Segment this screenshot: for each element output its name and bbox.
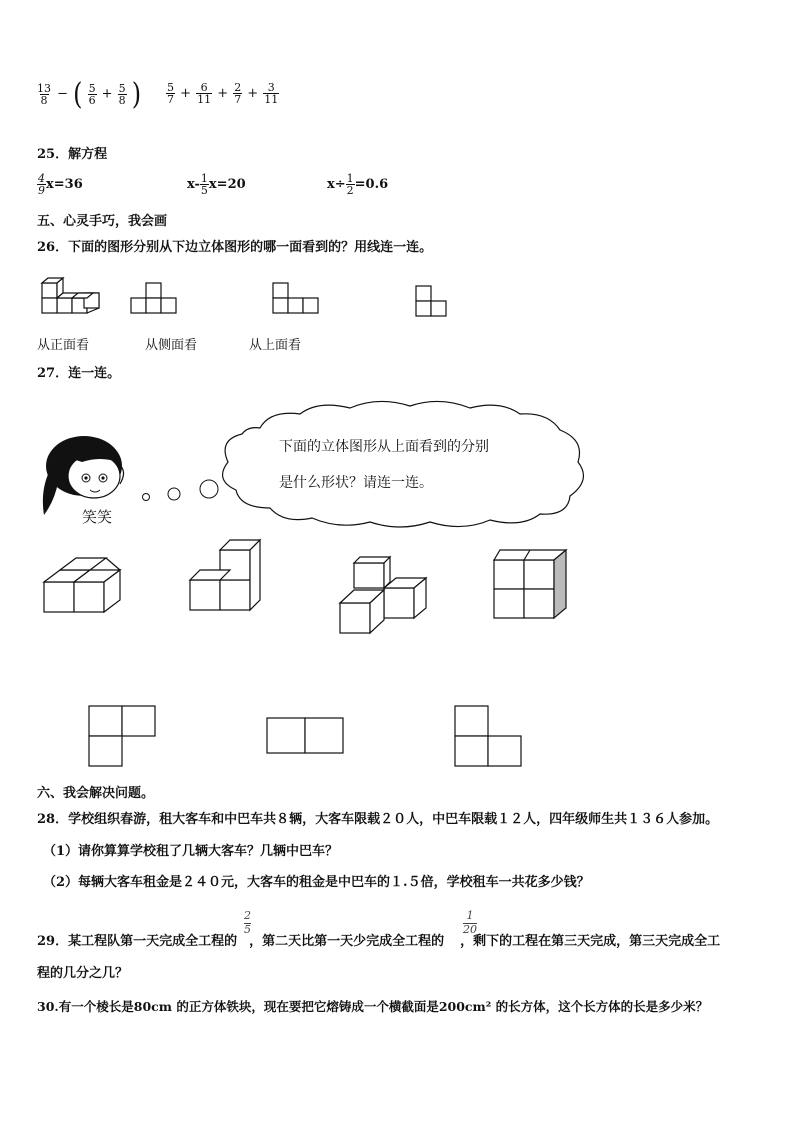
equation-text: x=36 (46, 177, 83, 192)
fraction: $\frac{3}{11}$ (264, 81, 279, 106)
operator: − (57, 86, 68, 102)
question-30-text: 30.有一个棱长是80cm 的正方体铁块，现在要把它熔铸成一个横截面是200cm² 的长方体，这个长方体的长是多少米？ (37, 999, 709, 1014)
equation-text: x- (187, 177, 200, 192)
fraction: $\frac{2}{7}$ (234, 81, 242, 106)
question-29-line-2: 程的几分之几？ (37, 966, 129, 981)
solid-figure-3 (340, 557, 426, 633)
section-6-title: 六、我会解决问题。 (37, 786, 155, 801)
speech-text-line-1: 下面的立体图形从上面看到的分别 (279, 439, 489, 455)
view-label-side: 从侧面看 (145, 338, 198, 353)
fraction: $\frac{6}{11}$ (197, 81, 212, 106)
operator: + (180, 86, 191, 101)
fraction: $\frac{1}{2}$ (346, 172, 354, 197)
top-view-shape-3 (455, 706, 521, 766)
fraction: $\frac{5}{7}$ (167, 81, 174, 106)
question-28-sub-1: （1）请你算算学校租了几辆大客车？几辆中巴车？ (43, 844, 339, 859)
fraction: $\frac{13}{8}$ (37, 81, 51, 107)
equation-text: x=20 (208, 177, 246, 192)
question-28-text: 28．学校组织春游，租大客车和中巴车共８辆，大客车限载２０人，中巴车限载１２人，四年级师生共１３６人参加。 (37, 812, 719, 827)
equation-text: =0.6 (354, 177, 389, 192)
question-26-title: 26．下面的图形分别从下边立体图形的哪一面看到的？用线连一连。 (37, 240, 433, 255)
q29-fraction-1: 2 5 (244, 909, 251, 936)
solid-figure-4 (494, 550, 566, 618)
question-27-title: 27．连一连。 (37, 366, 121, 381)
fraction: $\frac{5}{6}$ (88, 81, 96, 107)
q29-part-2: ，第二天比第一天少完成全工程的 (249, 934, 445, 949)
right-paren: ) (131, 76, 142, 112)
fraction: $\frac{4}{9}$ (38, 172, 45, 197)
operator: + (217, 86, 229, 101)
question-28-sub-2: （2）每辆大客车租金是２４０元，大客车的租金是中巴车的１.５倍，学校租车一共花多少钱？ (43, 875, 590, 890)
view-label-top: 从上面看 (249, 338, 302, 353)
operator: + (101, 86, 113, 102)
top-view-shape-1 (89, 706, 155, 766)
q29-fraction-2: 1 20 (463, 909, 477, 936)
view-label-front: 从正面看 (37, 338, 90, 353)
question-25-title: 25．解方程 (37, 147, 108, 162)
equation-text: x÷ (327, 177, 346, 192)
q29-part-3: ，剩下的工程在第三天完成，第三天完成全工 (460, 934, 721, 949)
q29-part-1: 29．某工程队第一天完成全工程的 (37, 934, 238, 949)
question-29-text (37, 935, 720, 948)
operator: + (247, 86, 259, 101)
fraction: $\frac{1}{5}$ (200, 172, 208, 197)
section-5-title: 五、心灵手巧，我会画 (37, 214, 168, 229)
left-paren: ( (73, 76, 83, 112)
girl-name-label: 笑笑 (82, 508, 113, 526)
solid-figure-2 (190, 540, 260, 610)
solid-figure-1 (44, 558, 120, 612)
fraction: $\frac{5}{8}$ (118, 81, 126, 107)
top-view-shape-2 (267, 718, 343, 753)
speech-text-line-2: 是什么形状？请连一连。 (279, 475, 433, 491)
